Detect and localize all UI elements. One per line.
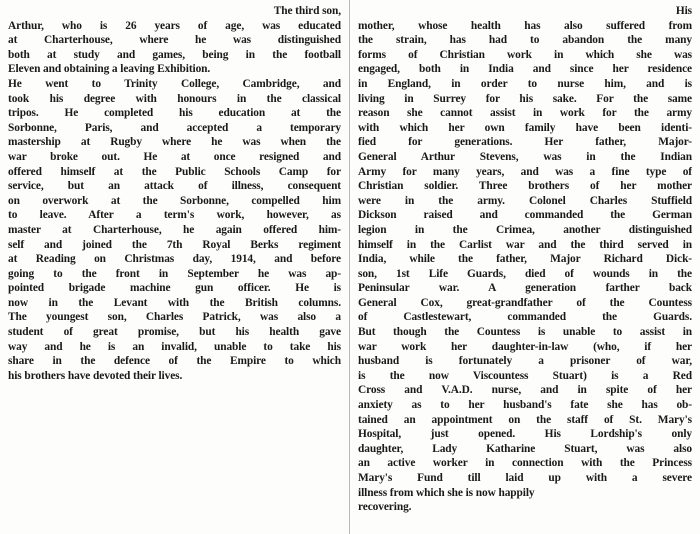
article-text-line: an active worker in connection with the Princess [358, 457, 692, 470]
article-text-line: pointed brigade machine gun officer. He is [8, 282, 341, 295]
article-text-line: tained an appointment on the staff of St. Mary's [358, 413, 692, 426]
article-text-line: share in the defence of the Empire to which [8, 355, 341, 368]
article-text-line: forms of Christian work in which she was [358, 48, 692, 61]
article-text-line: recovering. [358, 501, 412, 514]
article-text-line: on overwork at the Sorbonne, compelled him [8, 194, 341, 207]
article-text-line: engaged, both in India and since her residence [358, 63, 692, 76]
article-text-line: war work her daughter-in-law (who, if her [358, 340, 692, 353]
article-text-line: Peninsular war. A generation farther back [358, 282, 692, 295]
article-text-line: took his degree with honours in the classical [8, 92, 341, 105]
article-text-line: son, 1st Life Guards, died of wounds in the [358, 267, 692, 280]
article-text-line: His [675, 5, 692, 17]
article-text-line: Hospital, just opened. His Lordship's only [358, 428, 692, 441]
article-text-line: mastership at Rugby where he was when the [8, 136, 341, 149]
article-text-line: living in Surrey for his sake. For the same [358, 92, 692, 105]
article-text-line: were in the army. Colonel Charles Stuffield [358, 194, 692, 207]
article-text-line: master at Charterhouse, he again offered him- [8, 223, 341, 236]
article-text-line: student of great promise, but his health gave [8, 326, 341, 339]
article-text-line: Arthur, who is 26 years of age, was educated [8, 19, 341, 32]
article-text-line: offered himself at the Public Schools Camp for [8, 165, 341, 178]
article-text-line: daughter, Lady Katharine Stuart, was also [358, 442, 692, 455]
article-text-line: both at study and games, being in the football [8, 48, 341, 61]
article-text-line: self and joined the 7th Royal Berks regiment [8, 238, 341, 251]
article-text-line: to leave. After a term's work, however, as [8, 209, 341, 222]
article-text-line: now in the Levant with the British columns. [8, 296, 341, 309]
column-divider [349, 0, 350, 534]
article-text-line: mother, whose health has also suffered from [358, 19, 692, 32]
article-text-line: Sorbonne, Paris, and accepted a temporary [8, 121, 341, 134]
article-text-line: Cross and V.A.D. nurse, and in spite of her [358, 384, 692, 397]
article-column-right [358, 4, 692, 515]
article-text-line: General Arthur Stevens, was in the Indian [358, 150, 692, 163]
article-text-line: the strain, has had to abandon the many [358, 34, 692, 47]
article-text-line: The third son, [273, 5, 341, 17]
article-text-line: his brothers have devoted their lives. [8, 369, 183, 382]
article-text-line: anxiety as to her husband's fate she has ob- [358, 399, 692, 412]
article-text-line: legion in the Crimea, another distinguished [358, 223, 692, 236]
article-text-line: going to the front in September he was ap- [8, 267, 341, 280]
article-text-line: in England, in order to nurse him, and is [358, 77, 692, 90]
article-text-line: General Cox, great-grandfather of the Countess [358, 296, 692, 309]
article-text-line: Eleven and obtaining a leaving Exhibition. [8, 63, 211, 76]
article-text-line: way and he is an invalid, unable to take his [8, 340, 341, 353]
article-text-line: is the now Viscountess Stuart) is a Red [358, 369, 692, 382]
article-text-line: reason she cannot assist in work for the army [358, 107, 692, 120]
article-text-line: But though the Countess is unable to assist in [358, 326, 692, 339]
article-text-line: illness from which she is now happily [358, 486, 535, 499]
article-text-line: Army for many years, and was a fine type of [358, 165, 692, 178]
article-text-line: at Charterhouse, where he was distinguished [8, 34, 341, 47]
article-text-line: war broke out. He at once resigned and [8, 150, 341, 163]
article-text-line: The youngest son, Charles Patrick, was also a [8, 311, 341, 324]
article-text-line: himself in the Carlist war and the third served in [358, 238, 692, 251]
article-text-line: tripos. He completed his education at the [8, 107, 341, 120]
article-text-line: of Castlestewart, commanded the Guards. [358, 311, 692, 324]
article-column-left [8, 4, 341, 383]
article-text-line: He went to Trinity College, Cambridge, and [8, 77, 341, 90]
article-text-line: Dickson raised and commanded the German [358, 209, 692, 222]
article-text-line: with which her own family have been identi- [358, 121, 692, 134]
article-text-line: India, while the father, Major Richard Dick- [358, 253, 692, 266]
article-text-line: at Reading on Christmas day, 1914, and before [8, 253, 341, 266]
article-text-line: service, but an attack of illness, consequent [8, 180, 341, 193]
article-text-line: fied for generations. Her father, Major- [358, 136, 692, 149]
article-text-line: Mary's Fund till laid up with a severe [358, 472, 692, 484]
article-text-line: Christian soldier. Three brothers of her mother [358, 180, 692, 193]
article-text-line: husband is fortunately a prisoner of war, [358, 355, 692, 368]
